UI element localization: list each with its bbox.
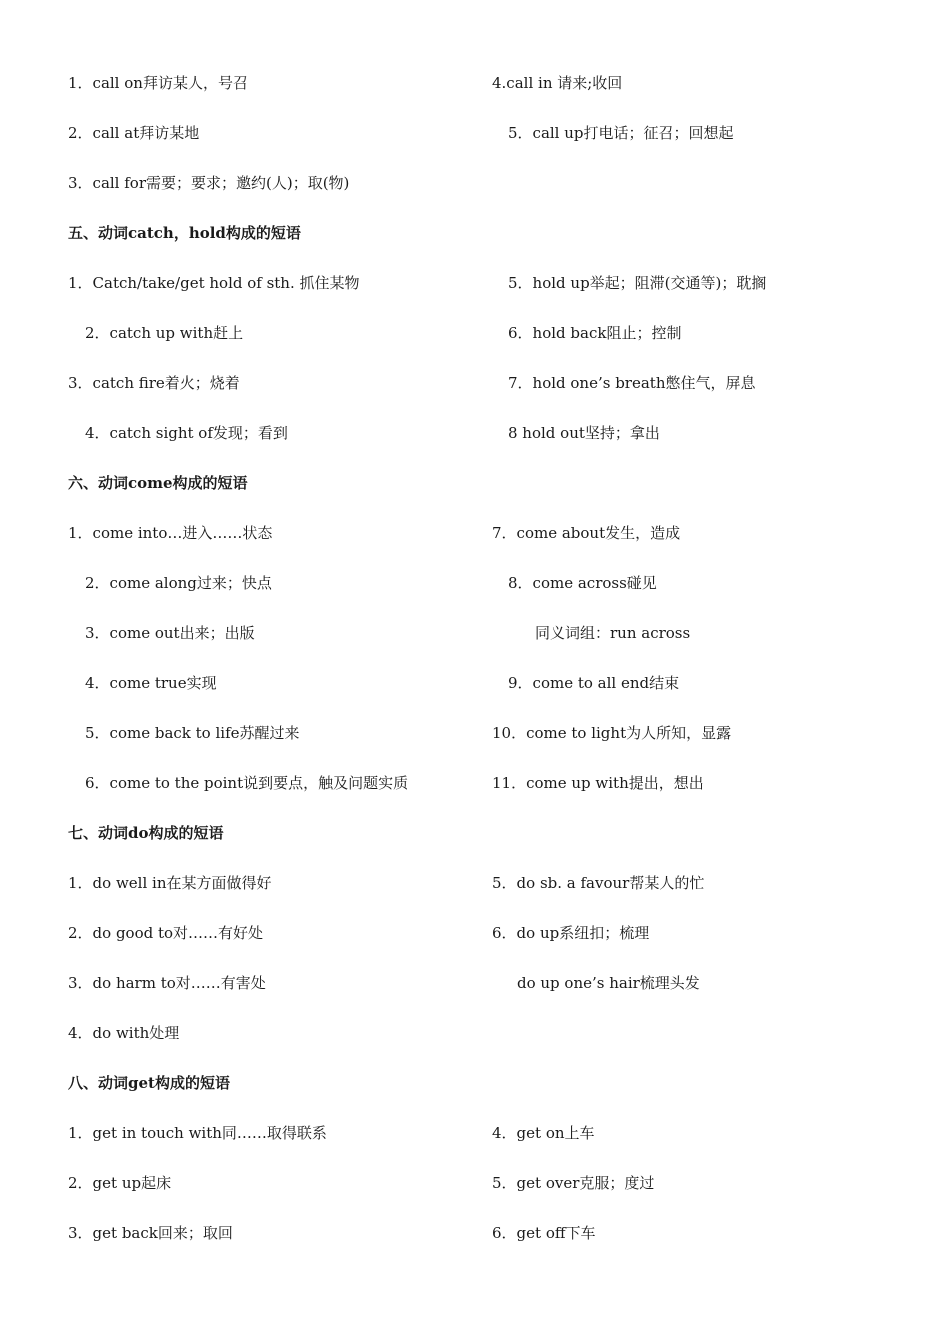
come-item-9: 9．come to all end结束 bbox=[508, 674, 680, 692]
section-6-heading: 六、动词come构成的短语 bbox=[68, 474, 248, 492]
get-item-5: 5．get over克服；度过 bbox=[492, 1174, 655, 1192]
get-item-2: 2．get up起床 bbox=[68, 1174, 172, 1192]
hold-item-8: 8 hold out坚持；拿出 bbox=[508, 424, 660, 442]
hold-item-7: 7．hold one’s breath憋住气，屏息 bbox=[508, 374, 756, 392]
come-item-6: 6．come to the point说到要点，触及问题实质 bbox=[85, 774, 409, 792]
hold-item-5: 5．hold up举起；阻滞(交通等)；耽搁 bbox=[508, 274, 767, 292]
get-item-4: 4．get on上车 bbox=[492, 1124, 595, 1142]
do-item-6-example: do up one’s hair梳理头发 bbox=[517, 974, 700, 992]
hold-item-6: 6．hold back阻止；控制 bbox=[508, 324, 682, 342]
come-item-8: 8．come across碰见 bbox=[508, 574, 657, 592]
do-item-1: 1．do well in在某方面做得好 bbox=[68, 874, 272, 892]
catch-item-3: 3．catch fire着火；烧着 bbox=[68, 374, 240, 392]
come-item-1: 1．come into…进入……状态 bbox=[68, 524, 273, 542]
do-item-4: 4．do with处理 bbox=[68, 1024, 180, 1042]
get-item-6: 6．get off下车 bbox=[492, 1224, 596, 1242]
come-item-2: 2．come along过来；快点 bbox=[85, 574, 272, 592]
do-item-3: 3．do harm to对……有害处 bbox=[68, 974, 266, 992]
come-item-10: 10．come to light为人所知，显露 bbox=[492, 724, 732, 742]
come-item-3: 3．come out出来；出版 bbox=[85, 624, 255, 642]
do-item-6: 6．do up系纽扣；梳理 bbox=[492, 924, 650, 942]
catch-item-4: 4．catch sight of发现；看到 bbox=[85, 424, 288, 442]
do-item-2: 2．do good to对……有好处 bbox=[68, 924, 264, 942]
come-item-8-synonym: 同义词组：run across bbox=[535, 624, 691, 642]
come-item-11: 11．come up with提出，想出 bbox=[492, 774, 704, 792]
call-item-3: 3．call for需要；要求；邀约(人)；取(物) bbox=[68, 174, 350, 192]
section-7-heading: 七、动词do构成的短语 bbox=[68, 824, 224, 842]
section-5-heading: 五、动词catch，hold构成的短语 bbox=[68, 224, 301, 242]
catch-item-1: 1．Catch/take/get hold of sth. 抓住某物 bbox=[68, 274, 360, 292]
section-8-heading: 八、动词get构成的短语 bbox=[68, 1074, 230, 1092]
come-item-5: 5．come back to life苏醒过来 bbox=[85, 724, 300, 742]
do-item-5: 5．do sb. a favour帮某人的忙 bbox=[492, 874, 705, 892]
call-item-5: 5．call up打电话；征召；回想起 bbox=[508, 124, 734, 142]
call-item-2: 2．call at拜访某地 bbox=[68, 124, 200, 142]
get-item-3: 3．get back回来；取回 bbox=[68, 1224, 233, 1242]
call-item-4: 4.call in 请来;收回 bbox=[492, 74, 623, 92]
come-item-7: 7．come about发生，造成 bbox=[492, 524, 681, 542]
catch-item-2: 2．catch up with赶上 bbox=[85, 324, 244, 342]
call-item-1: 1．call on拜访某人，号召 bbox=[68, 74, 248, 92]
come-item-4: 4．come true实现 bbox=[85, 674, 217, 692]
get-item-1: 1．get in touch with同……取得联系 bbox=[68, 1124, 327, 1142]
